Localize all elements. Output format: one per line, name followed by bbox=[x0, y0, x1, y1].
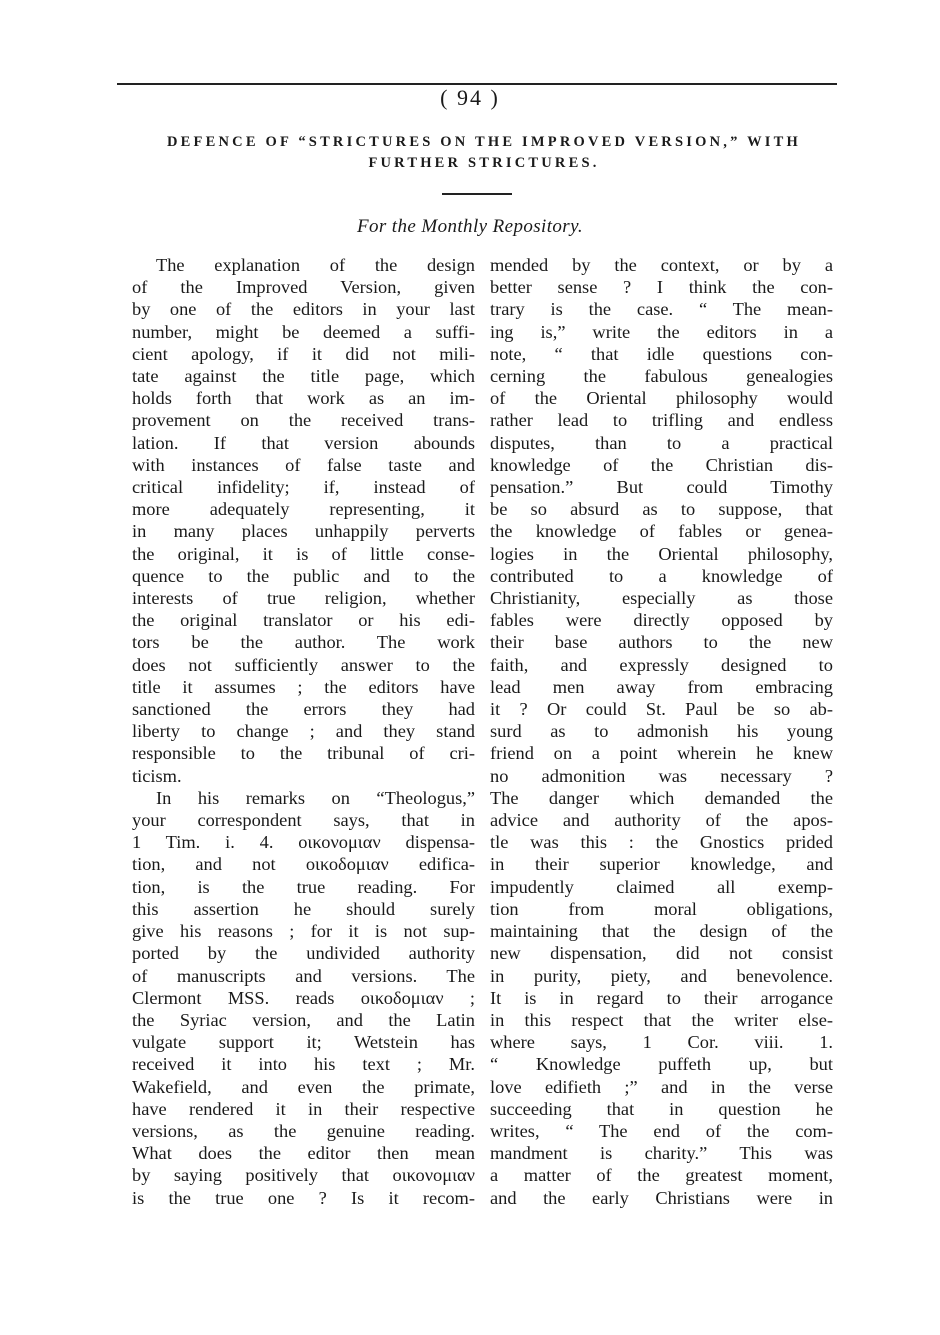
text-line: pensation.” But could Timothy bbox=[490, 477, 833, 498]
heading-line-2: FURTHER STRICTURES. bbox=[368, 155, 600, 171]
text-line: succeeding that in question he bbox=[490, 1098, 833, 1119]
text-line: cerning the fabulous genealogies bbox=[490, 366, 833, 387]
text-line: ported by the undivided authority bbox=[132, 943, 475, 964]
text-line: versions, as the genuine reading. bbox=[132, 1120, 475, 1141]
text-line: have rendered it in their respective bbox=[132, 1098, 475, 1119]
text-line: writes, “ The end of the com- bbox=[490, 1120, 833, 1141]
text-line: interests of true religion, whether bbox=[132, 588, 475, 609]
text-line: note, “ that idle questions con- bbox=[490, 343, 833, 364]
text-line: in many places unhappily perverts bbox=[132, 521, 475, 542]
text-line: What does the editor then mean bbox=[132, 1143, 475, 1164]
text-line: In his remarks on “Theologus,” bbox=[156, 787, 475, 808]
text-line: the original translator or his edi- bbox=[132, 610, 475, 631]
text-line: title it assumes ; the editors have bbox=[132, 676, 475, 697]
text-line: vulgate support it; Wetstein has bbox=[132, 1032, 475, 1053]
text-line: fables were directly opposed by bbox=[490, 610, 833, 631]
text-line: advice and authority of the apos- bbox=[490, 810, 833, 831]
page-number: ( 94 ) bbox=[440, 85, 500, 110]
text-line: tle was this : the Gnostics prided bbox=[490, 832, 833, 853]
text-line: tate against the title page, which bbox=[132, 366, 475, 387]
text-line: be so absurd as to suppose, that bbox=[490, 499, 833, 520]
text-line: in this respect that the writer else- bbox=[490, 1009, 833, 1030]
text-line: your correspondent says, that in bbox=[132, 810, 475, 831]
text-line: 1 Tim. i. 4. οικονομιαν dispensa- bbox=[132, 832, 475, 853]
heading-line-1: DEFENCE OF “STRICTURES ON THE IMPROVED VERSION,” WITH bbox=[167, 134, 801, 150]
byline: For the Monthly Repository. bbox=[356, 216, 584, 237]
text-line: responsible to the tribunal of cri- bbox=[132, 743, 475, 764]
text-line: provement on the received trans- bbox=[132, 410, 475, 431]
text-line: more adequately representing, it bbox=[132, 499, 475, 520]
text-line: with instances of false taste and bbox=[132, 454, 475, 475]
text-line: ticism. bbox=[132, 765, 182, 786]
paragraph-2 bbox=[132, 787, 475, 1209]
text-line: love edifieth ;” and in the verse bbox=[490, 1076, 833, 1097]
text-line: and the early Christians were in bbox=[490, 1187, 833, 1208]
text-line: the original, it is of little conse- bbox=[132, 543, 475, 564]
text-line: the knowledge of fables or genea- bbox=[490, 521, 833, 542]
text-line: received it into his text ; Mr. bbox=[132, 1054, 475, 1075]
text-line: tion, and not οικοδομιαν edifica- bbox=[132, 854, 475, 875]
text-line: Christianity, especially as those bbox=[490, 588, 833, 609]
text-line: where says, 1 Cor. viii. 1. bbox=[490, 1032, 833, 1053]
text-line: critical infidelity; if, instead of bbox=[132, 477, 475, 498]
heading-divider bbox=[442, 193, 512, 195]
text-line: in purity, piety, and benevolence. bbox=[490, 965, 833, 986]
text-line: in their superior knowledge, and bbox=[490, 854, 833, 875]
text-line: sanctioned the errors they had bbox=[132, 699, 475, 720]
text-line: The danger which demanded the bbox=[490, 787, 833, 808]
text-line: friend on a point wherein he knew bbox=[490, 743, 833, 764]
text-line: It is in regard to their arrogance bbox=[490, 987, 833, 1008]
text-line: a matter of the greatest moment, bbox=[490, 1165, 833, 1186]
text-line: no admonition was necessary ? bbox=[490, 765, 833, 786]
text-line: trary is the case. “ The mean- bbox=[490, 299, 833, 320]
text-line: of manuscripts and versions. The bbox=[132, 965, 475, 986]
text-line: tors be the author. The work bbox=[132, 632, 475, 653]
text-line: Clermont MSS. reads οικοδομιαν ; bbox=[132, 987, 475, 1008]
text-line: of the Oriental philosophy would bbox=[490, 388, 833, 409]
right-column bbox=[490, 254, 833, 1209]
text-line: logies in the Oriental philosophy, bbox=[490, 543, 833, 564]
text-line: maintaining that the design of the bbox=[490, 921, 833, 942]
paragraph-1 bbox=[132, 254, 475, 787]
text-line: does not sufficiently answer to the bbox=[132, 654, 475, 675]
text-line: tion from moral obligations, bbox=[490, 898, 833, 919]
text-line: liberty to change ; and they stand bbox=[132, 721, 475, 742]
text-line: disputes, than to a practical bbox=[490, 432, 833, 453]
text-line: it ? Or could St. Paul be so ab- bbox=[490, 699, 833, 720]
text-line: the Syriac version, and the Latin bbox=[132, 1009, 475, 1030]
text-line: lation. If that version abounds bbox=[132, 432, 475, 453]
text-line: contributed to a knowledge of bbox=[490, 565, 833, 586]
text-line: give his reasons ; for it is not sup- bbox=[132, 921, 475, 942]
text-line: Wakefield, and even the primate, bbox=[132, 1076, 475, 1097]
text-line: cient apology, if it did not mili- bbox=[132, 343, 475, 364]
text-line: by one of the editors in your last bbox=[132, 299, 475, 320]
text-line: impudently claimed all exemp- bbox=[490, 876, 833, 897]
paragraph-3 bbox=[490, 254, 833, 1209]
text-line: “ Knowledge puffeth up, but bbox=[490, 1054, 833, 1075]
text-line: lead men away from embracing bbox=[490, 676, 833, 697]
text-line: rather lead to trifling and endless bbox=[490, 410, 833, 431]
text-line: is the true one ? Is it recom- bbox=[132, 1187, 475, 1208]
text-line: knowledge of the Christian dis- bbox=[490, 454, 833, 475]
text-line: number, might be deemed a suffi- bbox=[132, 321, 475, 342]
text-line: faith, and expressly designed to bbox=[490, 654, 833, 675]
text-line: surd as to admonish his young bbox=[490, 721, 833, 742]
text-line: mandment is charity.” This was bbox=[490, 1143, 833, 1164]
text-line: mended by the context, or by a bbox=[490, 255, 833, 275]
text-line: new dispensation, did not consist bbox=[490, 943, 833, 964]
text-line: holds forth that work as an im- bbox=[132, 388, 475, 409]
text-line: ing is,” write the editors in a bbox=[490, 321, 833, 342]
text-line: better sense ? I think the con- bbox=[490, 277, 833, 298]
text-line: this assertion he should surely bbox=[132, 898, 475, 919]
text-line: tion, is the true reading. For bbox=[132, 876, 475, 897]
article-heading bbox=[128, 132, 840, 174]
text-line: of the Improved Version, given bbox=[132, 277, 475, 298]
text-line: The explanation of the design bbox=[156, 255, 475, 275]
left-column bbox=[132, 254, 475, 1209]
text-line: by saying positively that οικονομιαν bbox=[132, 1165, 475, 1186]
text-line: their base authors to the new bbox=[490, 632, 833, 653]
text-line: quence to the public and to the bbox=[132, 565, 475, 586]
